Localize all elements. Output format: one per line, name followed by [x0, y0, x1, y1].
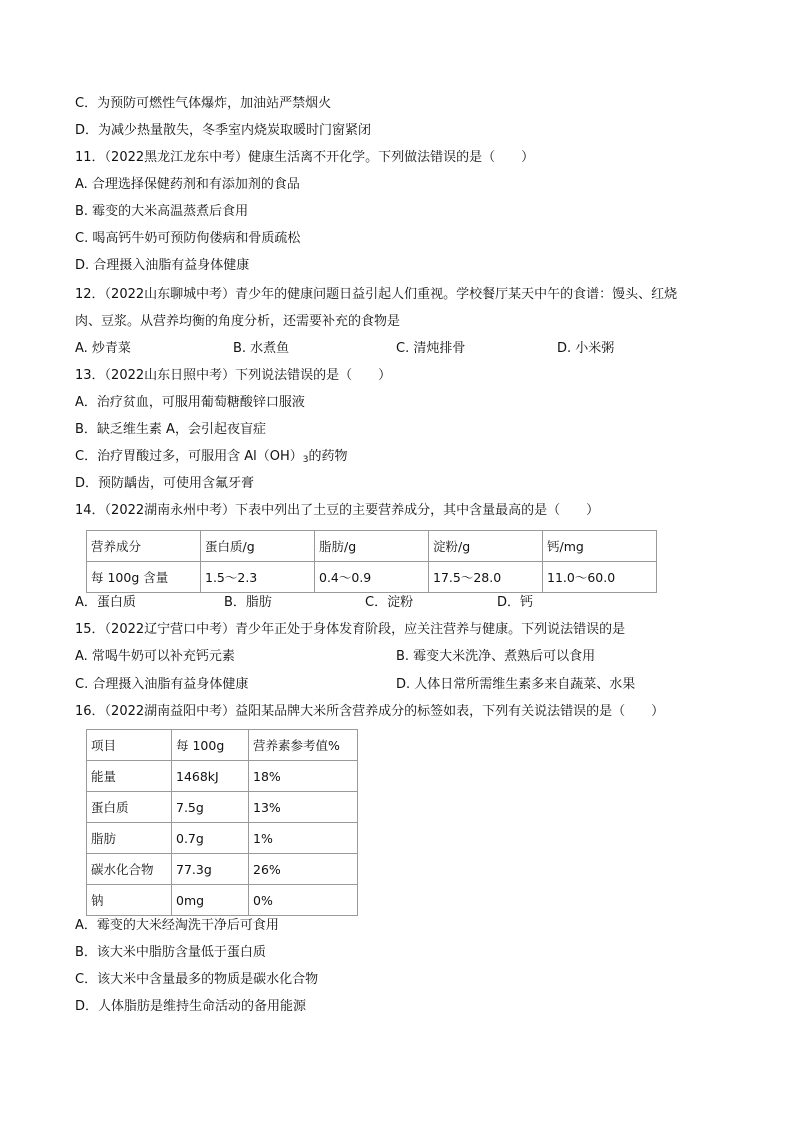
- table-row: [87, 885, 358, 916]
- q16-option-a: A．霉变的大米经淘洗干净后可食用: [75, 918, 279, 933]
- table-cell: 0.4～0.9: [315, 562, 429, 593]
- q15-option-d: D. 人体日常所需维生素多来自蔬菜、水果: [396, 677, 636, 692]
- q13-option-b: B．缺乏维生素 A，会引起夜盲症: [75, 422, 266, 437]
- table-header-row: [87, 531, 657, 562]
- table-cell: 0%: [249, 885, 358, 916]
- table-cell: 营养素参考值%: [249, 730, 358, 761]
- q13-stem: 13．（2022山东日照中考）下列说法错误的是（ ）: [75, 368, 392, 383]
- q16-stem: 16．（2022湖南益阳中考）益阳某品牌大米所含营养成分的标签如表，下列有关说法错误的是（ ）: [75, 704, 665, 719]
- q16-option-b: B．该大米中脂肪含量低于蛋白质: [75, 945, 266, 960]
- table-cell: 淀粉/g: [429, 531, 543, 562]
- q16-option-d: D．人体脂肪是维持生命活动的备用能源: [75, 999, 307, 1014]
- table-row: [87, 562, 657, 593]
- q12-option-a: A. 炒青菜: [75, 341, 131, 356]
- table-cell: 每 100g 含量: [87, 562, 201, 593]
- table-row: [87, 761, 358, 792]
- q13-option-d: D．预防龋齿，可使用含氟牙膏: [75, 476, 255, 491]
- table-cell: 1.5～2.3: [201, 562, 315, 593]
- table-cell: 能量: [87, 761, 172, 792]
- table-cell: 7.5g: [172, 792, 249, 823]
- q16-option-c: C．该大米中含量最多的物质是碳水化合物: [75, 972, 319, 987]
- q14-option-b: B．脂肪: [224, 595, 272, 610]
- table-cell: 0.7g: [172, 823, 249, 854]
- table-cell: 脂肪/g: [315, 531, 429, 562]
- q11-option-a: A. 合理选择保健药剂和有添加剂的食品: [75, 177, 300, 192]
- table-cell: 1%: [249, 823, 358, 854]
- table-cell: 营养成分: [87, 531, 201, 562]
- table-header-row: [87, 730, 358, 761]
- table-cell: 77.3g: [172, 854, 249, 885]
- table-cell: 26%: [249, 854, 358, 885]
- q12-stem-line1: 12．（2022山东聊城中考）青少年的健康问题日益引起人们重视。学校餐厅某天中午的食谱：馒头、红烧: [75, 287, 678, 302]
- q14-option-d: D．钙: [497, 595, 534, 610]
- table-row: [87, 854, 358, 885]
- q13-option-a: A．治疗贫血，可服用葡萄糖酸锌口服液: [75, 395, 305, 410]
- q15-option-a: A. 常喝牛奶可以补充钙元素: [75, 649, 235, 664]
- table-cell: 1468kJ: [172, 761, 249, 792]
- q15-option-b: B. 霉变大米洗净、煮熟后可以食用: [396, 649, 596, 664]
- table-cell: 碳水化合物: [87, 854, 172, 885]
- table-cell: 每 100g: [172, 730, 249, 761]
- q10-option-d: D．为减少热量散失，冬季室内烧炭取暖时门窗紧闭: [75, 123, 372, 138]
- q11-stem: 11．（2022黑龙江龙东中考）健康生活离不开化学。下列做法错误的是（ ）: [75, 150, 535, 165]
- table-cell: 蛋白质/g: [201, 531, 315, 562]
- table-cell: 0mg: [172, 885, 249, 916]
- q11-option-b: B. 霉变的大米高温蒸煮后食用: [75, 204, 249, 219]
- table-cell: 脂肪: [87, 823, 172, 854]
- q12-option-d: D. 小米粥: [557, 341, 615, 356]
- table-cell: 项目: [87, 730, 172, 761]
- q15-option-c: C. 合理摄入油脂有益身体健康: [75, 677, 249, 692]
- table-row: [87, 792, 358, 823]
- q10-option-c: C．为预防可燃性气体爆炸，加油站严禁烟火: [75, 96, 332, 111]
- q14-nutrition-table: [86, 530, 657, 593]
- table-cell: 17.5～28.0: [429, 562, 543, 593]
- q11-option-c: C. 喝高钙牛奶可预防佝偻病和骨质疏松: [75, 231, 301, 246]
- table-cell: 13%: [249, 792, 358, 823]
- table-cell: 钙/mg: [543, 531, 657, 562]
- table-cell: 11.0～60.0: [543, 562, 657, 593]
- table-cell: 18%: [249, 761, 358, 792]
- q14-option-a: A．蛋白质: [75, 595, 136, 610]
- table-cell: 蛋白质: [87, 792, 172, 823]
- q15-stem: 15．（2022辽宁营口中考）青少年正处于身体发育阶段，应关注营养与健康。下列说法错误的是: [75, 622, 626, 637]
- q14-stem: 14．（2022湖南永州中考）下表中列出了土豆的主要营养成分，其中含量最高的是（ ）: [75, 503, 600, 518]
- q14-option-c: C．淀粉: [365, 595, 414, 610]
- q12-option-c: C. 清炖排骨: [396, 341, 466, 356]
- q12-option-b: B. 水煮鱼: [233, 341, 290, 356]
- q12-stem-line2: 肉、豆浆。从营养均衡的角度分析，还需要补充的食物是: [75, 314, 401, 329]
- table-row: [87, 823, 358, 854]
- q16-rice-nutrition-table: [86, 729, 358, 916]
- table-cell: 钠: [87, 885, 172, 916]
- q11-option-d: D. 合理摄入油脂有益身体健康: [75, 258, 250, 273]
- q13-option-c: C．治疗胃酸过多，可服用含 $Al(OH)_3$的药物: [75, 449, 348, 465]
